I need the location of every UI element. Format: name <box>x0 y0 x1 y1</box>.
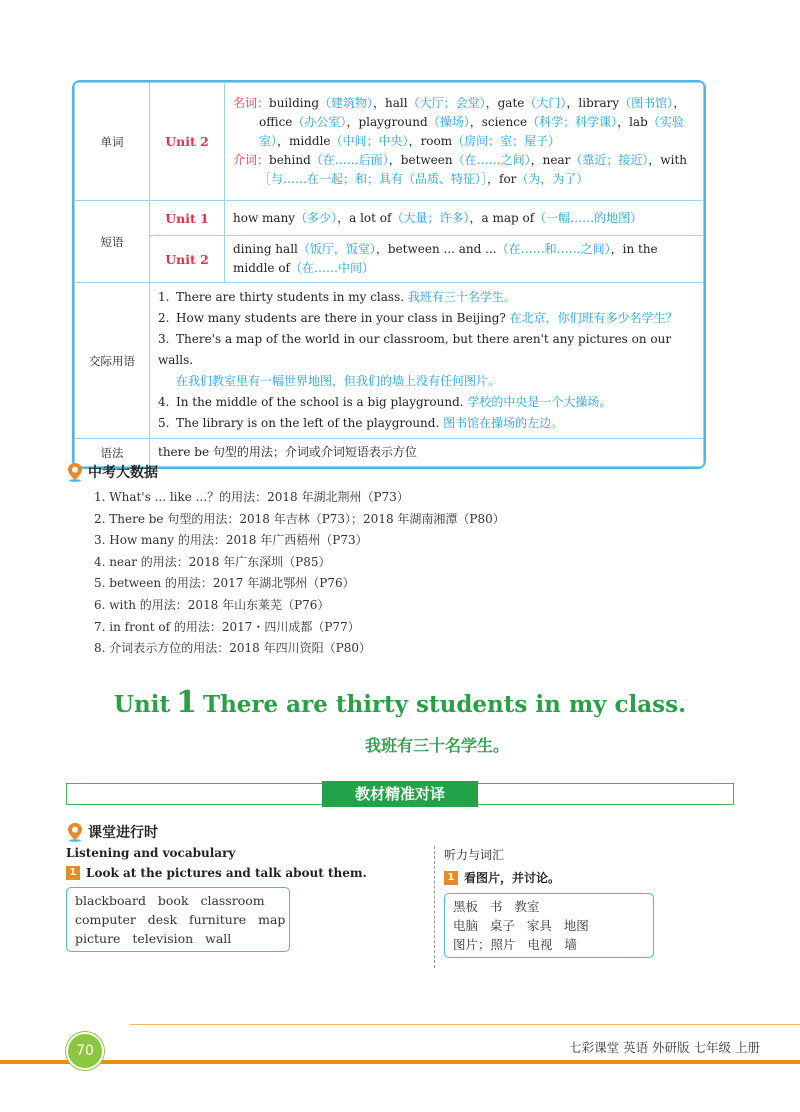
list-item: 8. 介词表示方位的用法：2018 年四川资阳（P80） <box>94 641 371 656</box>
unit-label: Unit 2 <box>150 236 225 283</box>
words-content <box>225 83 704 201</box>
sentence-translation: 在我们教室里有一幅世界地图，但我们的墙上没有任何图片。 <box>176 374 501 388</box>
cat-phrases: 短语 <box>75 201 150 283</box>
list-item: 1. What's ... like ...？的用法：2018 年湖北荆州（P73） <box>94 490 409 504</box>
cat-grammar: 语法 <box>75 439 150 467</box>
list-item: 4. near 的用法：2018 年广东深圳（P85） <box>94 554 331 569</box>
sentence-item: 4. In the middle of the school is a big playground. 学校的中央是一个大操场。 <box>158 395 612 409</box>
cat-expressions: 交际用语 <box>75 283 150 439</box>
phrases-unit1: how many（多少），a lot of（大量；许多），a map of（一幅……的地图） <box>225 201 704 236</box>
expressions-content <box>150 283 704 439</box>
vocab-table <box>72 80 706 469</box>
footer-bar <box>0 1060 800 1064</box>
unit-label: Unit 1 <box>150 201 225 236</box>
location-pin-icon <box>66 462 84 482</box>
section-heading: 听力与词汇 <box>444 848 505 862</box>
unit-label: Unit 2 <box>150 83 225 201</box>
book-info: 七彩课堂 英语 外研版 七年级 上册 <box>569 1040 760 1055</box>
noun-line: office（办公室），playground（操场），science（科学；科学课），lab（实验 <box>259 115 684 129</box>
list-item: 5. between 的用法：2017 年湖北鄂州（P76） <box>94 576 355 591</box>
exam-section-title: 中考大数据 <box>66 462 158 482</box>
prep-line: ［与……在一起；和；具有（品质、特征）］，for（为，为了） <box>259 172 589 186</box>
lesson-english-column <box>66 846 416 952</box>
word-box: blackboard book classroom computer desk furniture map picture television wall <box>66 887 290 952</box>
task-number-badge: 1 <box>444 871 458 885</box>
noun-line: 室），middle（中间；中央），room（房间；室；屋子） <box>259 134 561 148</box>
list-item: 3. How many 的用法：2018 年广西梧州（P73） <box>94 533 368 548</box>
location-pin-icon <box>66 822 84 842</box>
phrases-unit2: dining hall（饭厅，饭堂），between ... and ...（在……和……之间），in the middle of（在……中间） <box>225 236 704 283</box>
unit-subtitle: 我班有三十名学生。 <box>365 736 510 755</box>
sentence-item: 3. There's a map of the world in our classroom, but there aren't any pictures on our walls. <box>158 332 672 367</box>
prep-line: 介词：behind（在……后面），between（在……之间），near（靠近；接近），with <box>233 153 688 167</box>
cat-words: 单词 <box>75 83 150 201</box>
exam-list <box>94 487 505 660</box>
grammar-content: there be 句型的用法；介词或介词短语表示方位 <box>150 439 704 467</box>
lesson-chinese-column <box>444 846 744 958</box>
task-instruction: 1 Look at the pictures and talk about them. <box>66 866 416 880</box>
sentence-item: 2. How many students are there in your class in Beijing? 在北京，你们班有多少名学生？ <box>158 311 678 325</box>
section-heading: Listening and vocabulary <box>66 846 236 860</box>
column-divider <box>434 846 436 968</box>
unit-title: Unit 1 There are thirty students in my class. <box>113 685 687 720</box>
task-number-badge: 1 <box>66 866 80 880</box>
page-number: 70 <box>66 1032 104 1070</box>
sentence-item: 5. The library is on the left of the playground. 图书馆在操场的左边。 <box>158 416 564 430</box>
sentence-item: 1. There are thirty students in my class. 我班有三十名学生。 <box>158 290 516 304</box>
banner-label: 教材精准对译 <box>322 781 478 807</box>
word-box: 黑板 书 教室 电脑 桌子 家具 地图 图片；照片 电视 墙 <box>444 893 654 958</box>
footer-rule <box>130 1024 800 1025</box>
list-item: 6. with 的用法：2018 年山东莱芜（P76） <box>94 597 330 612</box>
noun-line: 名词：building（建筑物），hall（大厅；会堂），gate（大门），library（图书馆）， <box>233 96 686 110</box>
list-item: 7. in front of 的用法：2017・四川成都（P77） <box>94 619 360 634</box>
lesson-section-title: 课堂进行时 <box>66 822 158 842</box>
task-instruction: 1 看图片，并讨论。 <box>444 869 744 886</box>
list-item: 2. There be 句型的用法：2018 年吉林（P73）；2018 年湖南湘潭（P80） <box>94 511 505 526</box>
